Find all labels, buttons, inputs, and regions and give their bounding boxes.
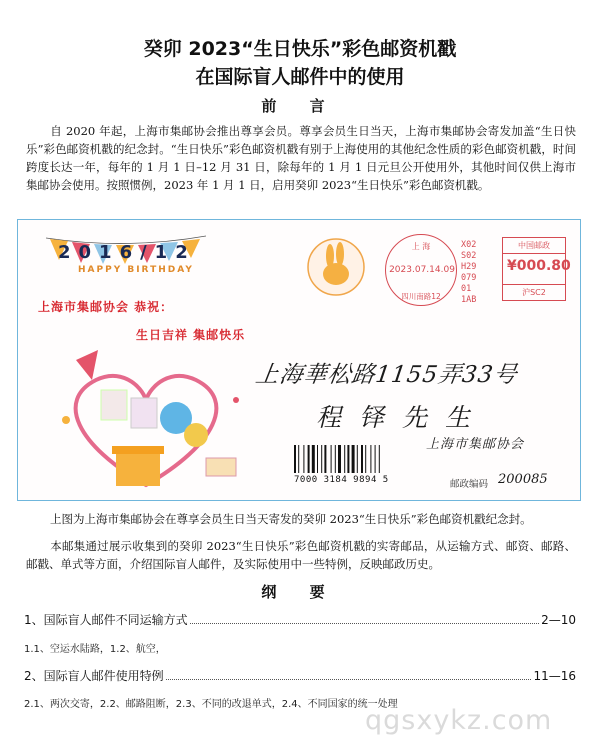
- envelope-image: [17, 219, 581, 501]
- document-title-line2: 在国际盲人邮件中的使用: [195, 66, 405, 88]
- postmark-date: 2023.07.14.09: [389, 265, 455, 275]
- recipient-address: 上海華松路1155弄33号: [253, 362, 520, 388]
- banner-number: 2016/12: [58, 242, 196, 263]
- meter-office-code: 沪SC2: [503, 284, 565, 298]
- toc-entry-pages: 2—10: [541, 613, 576, 627]
- barcode-bar: [344, 445, 345, 473]
- meter-code-line: 1AB: [461, 295, 477, 305]
- barcode-bar: [370, 445, 371, 473]
- barcode-bar: [365, 445, 366, 473]
- postcode: 200085: [498, 472, 548, 487]
- barcode-bar: [312, 445, 315, 473]
- preface-paragraph: [26, 122, 576, 194]
- barcode-bar: [303, 445, 304, 473]
- birthday-slogan: 生日吉祥 集邮快乐: [136, 328, 246, 342]
- birthday-illustration: [36, 340, 256, 500]
- intro-paragraph: [26, 537, 576, 573]
- barcode-bar: [335, 445, 336, 473]
- postcode-label: 邮政编码: [450, 479, 489, 490]
- barcode: [292, 445, 424, 473]
- barcode-bar: [317, 445, 318, 473]
- barcode-bar: [352, 445, 355, 473]
- meter-code-line: H29: [461, 262, 477, 272]
- barcode-bar: [338, 445, 341, 473]
- barcode-bar: [298, 445, 299, 473]
- barcode-bar: [379, 445, 380, 473]
- barcode-bar: [324, 445, 326, 473]
- toc-leader-dots: [190, 623, 539, 624]
- barcode-number: 7000 3184 9894 5: [294, 475, 389, 485]
- preface-text: 自 2020 年起，上海市集邮协会推出尊享会员。尊享会员生日当天，上海市集邮协会寄发加盖“生日快乐”彩色邮资机戳的纪念封。“生日快乐”彩色邮资机戳有别于上海使用的其他纪念性质的彩色邮资机戳，时间跨度长达一年，每年的 1 月 1 日–12 月 31 日，除每年的 1 月 1 日元旦公开使用外，其他时间仅供上海市集邮协会使用。按照惯例，2023 年 1 月 1 日，启用癸卯 2023“生日快乐”彩色邮资机戳。: [26, 124, 576, 192]
- postmark: [385, 234, 457, 306]
- toc-entry[interactable]: [24, 611, 576, 628]
- document-title-line1: 癸卯 2023“生日快乐”彩色邮资机戳: [143, 38, 457, 60]
- barcode-bar: [294, 445, 296, 473]
- recipient-name: 程铎先生: [316, 403, 489, 432]
- barcode-bar: [331, 445, 332, 473]
- meter-code-line: 01: [461, 284, 472, 294]
- barcode-bar: [347, 445, 349, 473]
- preface-heading: 前 言: [261, 97, 339, 115]
- meter-codes: [461, 240, 476, 306]
- sender-name: 上海市集邮协会: [426, 437, 525, 452]
- intro-text: 本邮集通过展示收集到的癸卯 2023“生日快乐”彩色邮资机戳的实寄邮品，从运输方式、邮资、邮路、邮戳、单式等方面，介绍国际盲人邮件，及实际使用中一些特例，反映邮政历史。: [26, 539, 576, 571]
- watermark: qgsxykz.com: [365, 705, 553, 736]
- toc-subentries: 2.1、两次交寄，2.2、邮路阻断，2.3、不同的改退单式，2.4、不同国家的统一处理: [24, 699, 398, 710]
- toc-entry[interactable]: [24, 667, 576, 684]
- caption-text: 上图为上海市集邮协会在尊享会员生日当天寄发的癸卯 2023“生日快乐”彩色邮资机戳纪念封。: [50, 512, 532, 526]
- meter-code-line: X02: [461, 240, 477, 250]
- toc-entry-pages: 11—16: [533, 669, 576, 683]
- toc-entry-label: 2、国际盲人邮件使用特例: [24, 669, 164, 683]
- meter-code-line: 079: [461, 273, 477, 283]
- toc-subentries: 1.1、空运水陆路，1.2、航空，: [24, 644, 166, 655]
- banner-happy-birthday: HAPPY BIRTHDAY: [78, 265, 194, 275]
- barcode-bar: [375, 445, 376, 473]
- postmark-city: 上 海: [411, 242, 431, 251]
- barcode-bar: [308, 445, 310, 473]
- toc-entry-label: 1、国际盲人邮件不同运输方式: [24, 613, 188, 627]
- association-greeting: 上海市集邮协会 恭祝：: [38, 300, 174, 314]
- postage-meter-stamp: [502, 237, 571, 301]
- toc-leader-dots: [166, 679, 532, 680]
- barcode-bar: [321, 445, 322, 473]
- meter-value: ¥000.80: [507, 258, 571, 274]
- barcode-bar: [357, 445, 358, 473]
- barcode-bar: [361, 445, 363, 473]
- rabbit-logo: [306, 236, 366, 298]
- meter-header: 中国邮政: [503, 240, 565, 254]
- outline-heading: 纲 要: [261, 583, 339, 601]
- image-caption: [26, 510, 586, 528]
- meter-code-line: S02: [461, 251, 477, 261]
- postmark-office: 四川南路12: [401, 292, 441, 301]
